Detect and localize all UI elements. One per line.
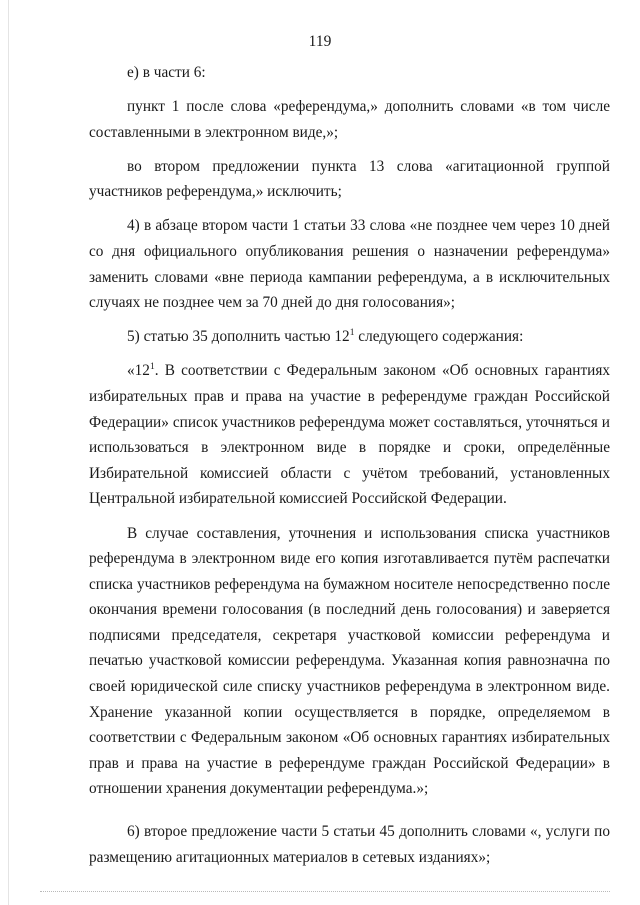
part-12-1-text: . В соответствии с Федеральным законом «Об основных гарантиях избирательных прав и права на участие в референдуме граждан Российской Федерации» список участников референдума может составляться, уточняться и использоваться в электронном виде в порядке и сроки, определённые Избирательной комиссией области с учётом требований, установленных Центральной избирательной комиссией Российской Федерации. [89,362,610,508]
paragraph-item-6: 6) второе предложение части 5 статьи 45 дополнить словами «, услуги по размещению агитационных материалов в сетевых изданиях»; [89,823,610,866]
part-12-1-superscript: 1 [149,362,155,373]
paragraph-point-13: во втором предложении пункта 13 слова «агитационной группой участников референдума,» исключить; [89,157,610,201]
paragraph-point-1: пункт 1 после слова «референдума,» дополнить словами «в том числе составленными в электронном виде,»; [89,98,610,141]
scan-edge [8,0,9,905]
document-body [89,60,610,879]
scan-artifact-line [40,891,610,892]
item-5-superscript: 1 [349,328,355,339]
page-number: 119 [308,33,332,50]
part-12-1-number: «12 [127,362,150,380]
paragraph-item-5 [89,324,610,350]
item-5-text-before: 5) статью 35 дополнить частью 12 [127,328,350,346]
paragraph-item-e: е) в части 6: [127,64,206,81]
paragraph-electronic-copy: В случае составления, уточнения и использования списка участников референдума в электронном виде его копия изготавливается путём распечатки списка участников референдума на бумажном носителе непосредственно после окончания времени голосования (в последний день голосования) и заверяется подписями председателя, секретаря участковой комиссии референдума и печатью участковой комиссии референдума. Указанная копия равнозначна по своей юридической силе списку участников референдума в электронном виде. Хранение указанной копии осуществляется в порядке, определяемом в соответствии с Федеральным законом «Об основных гарантиях избирательных прав и права на участие в референдуме граждан Российской Федерации» в отношении хранения документации референдума.»; [89,524,610,798]
paragraph-item-4: 4) в абзаце втором части 1 статьи 33 слова «не позднее чем через 10 дней со дня официального опубликования решения о назначении референдума» заменить словами «вне периода кампании референдума, а в исключительных случаях не позднее чем за 70 дней до дня голосования»; [89,217,610,312]
item-5-text-after: следующего содержания: [354,328,524,346]
paragraph-part-12-1 [89,358,610,512]
